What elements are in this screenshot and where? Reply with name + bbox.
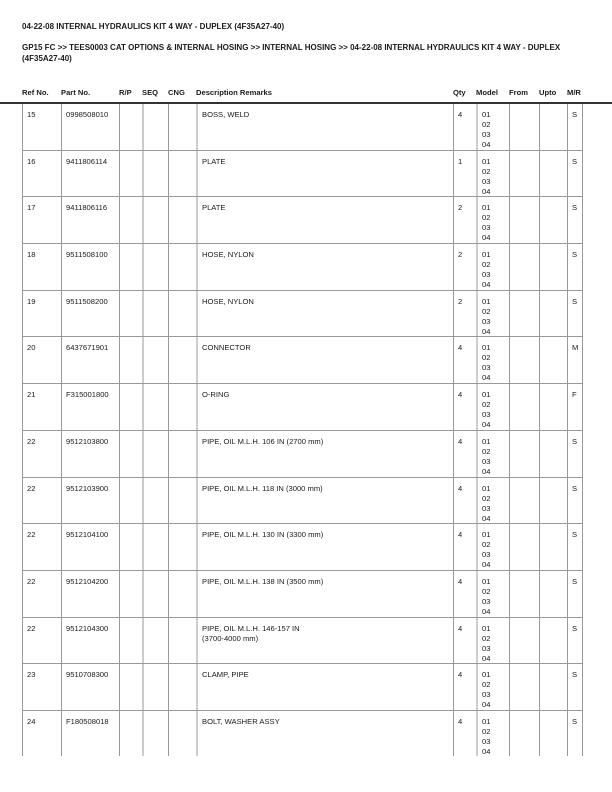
cell-model	[476, 384, 509, 430]
cell-seq	[142, 524, 168, 570]
cell-cng	[168, 291, 196, 337]
cell-model	[476, 571, 509, 617]
cell-part-no: 9512103900	[61, 478, 119, 524]
model-code: 02	[482, 540, 491, 550]
cell-cng	[168, 431, 196, 477]
cell-qty: 4	[453, 337, 476, 383]
cell-qty: 2	[453, 244, 476, 290]
cell-seq	[142, 244, 168, 290]
model-code: 03	[482, 316, 491, 326]
model-code: 01	[482, 670, 491, 680]
cell-cng	[168, 244, 196, 290]
cell-mr: S	[567, 711, 584, 756]
cell-seq	[142, 197, 168, 243]
cell-from	[509, 151, 539, 197]
model-code: 03	[482, 270, 491, 280]
cell-cng	[168, 478, 196, 524]
description-line-1: CONNECTOR	[202, 343, 251, 353]
cell-from	[509, 337, 539, 383]
cell-qty: 4	[453, 524, 476, 570]
cell-upto	[539, 524, 567, 570]
cell-cng	[168, 337, 196, 383]
header-cng: CNG	[168, 88, 185, 97]
model-code: 02	[482, 726, 491, 736]
cell-qty: 4	[453, 664, 476, 710]
cell-mr: S	[567, 104, 584, 150]
cell-from	[509, 571, 539, 617]
model-code: 04	[482, 513, 491, 523]
model-code: 03	[482, 130, 491, 139]
model-code: 03	[482, 176, 491, 186]
table-row	[22, 664, 583, 711]
table-row	[22, 151, 583, 198]
cell-description	[196, 197, 453, 243]
cell-rp	[119, 244, 142, 290]
table-row	[22, 711, 583, 756]
cell-part-no: 9411806116	[61, 197, 119, 243]
cell-model	[476, 197, 509, 243]
cell-upto	[539, 151, 567, 197]
cell-qty: 2	[453, 197, 476, 243]
header-from: From	[509, 88, 528, 97]
description-line-1: PIPE, OIL M.L.H. 106 IN (2700 mm)	[202, 436, 324, 446]
cell-cng	[168, 664, 196, 710]
cell-model	[476, 151, 509, 197]
cell-mr: S	[567, 197, 584, 243]
cell-mr: S	[567, 151, 584, 197]
cell-mr: F	[567, 384, 584, 430]
cell-seq	[142, 571, 168, 617]
cell-part-no: F315001800	[61, 384, 119, 430]
cell-from	[509, 431, 539, 477]
cell-model	[476, 664, 509, 710]
model-code: 01	[482, 483, 491, 493]
cell-ref-no: 23	[27, 670, 36, 680]
header-description: Description Remarks	[196, 88, 272, 97]
cell-from	[509, 104, 539, 150]
cell-ref-no: 22	[27, 530, 36, 540]
cell-mr: S	[567, 664, 584, 710]
cell-description	[196, 571, 453, 617]
table-row	[22, 384, 583, 431]
model-code: 01	[482, 343, 491, 353]
cell-cng	[168, 524, 196, 570]
cell-upto	[539, 711, 567, 756]
model-code: 04	[482, 233, 491, 243]
cell-upto	[539, 291, 567, 337]
model-code: 02	[482, 586, 491, 596]
cell-description	[196, 151, 453, 197]
cell-seq	[142, 151, 168, 197]
model-code: 04	[482, 746, 491, 756]
cell-upto	[539, 664, 567, 710]
table-row	[22, 104, 583, 151]
description-line-1: BOSS, WELD	[202, 110, 250, 119]
model-code: 04	[482, 373, 491, 383]
cell-model	[476, 431, 509, 477]
header-part-no: Part No.	[61, 88, 91, 97]
model-code: 02	[482, 353, 491, 363]
cell-model	[476, 618, 509, 664]
model-code: 04	[482, 606, 491, 616]
cell-seq	[142, 384, 168, 430]
cell-from	[509, 197, 539, 243]
header-model: Model	[476, 88, 498, 97]
header-mr: M/R	[567, 88, 581, 97]
cell-model	[476, 478, 509, 524]
model-code: 01	[482, 530, 491, 540]
cell-rp	[119, 571, 142, 617]
cell-seq	[142, 664, 168, 710]
header-ref-no: Ref No.	[22, 88, 49, 97]
cell-rp	[119, 618, 142, 664]
model-code: 04	[482, 140, 491, 149]
table-header	[0, 88, 612, 102]
model-code: 01	[482, 156, 491, 166]
cell-ref-no: 20	[27, 343, 36, 353]
cell-qty: 4	[453, 431, 476, 477]
table-row	[22, 431, 583, 478]
cell-rp	[119, 711, 142, 756]
model-code: 01	[482, 110, 491, 119]
model-code: 01	[482, 296, 491, 306]
model-code: 01	[482, 203, 491, 213]
cell-part-no: 9512104100	[61, 524, 119, 570]
cell-rp	[119, 197, 142, 243]
model-code: 01	[482, 716, 491, 726]
cell-part-no: F180508018	[61, 711, 119, 756]
description-line-1: BOLT, WASHER ASSY	[202, 716, 280, 726]
description-line-2: (3700-4000 mm)	[202, 633, 259, 643]
cell-description	[196, 244, 453, 290]
cell-rp	[119, 664, 142, 710]
cell-from	[509, 618, 539, 664]
model-code: 03	[482, 643, 491, 653]
cell-cng	[168, 104, 196, 150]
table-row	[22, 337, 583, 384]
header-seq: SEQ	[142, 88, 159, 97]
cell-qty: 4	[453, 478, 476, 524]
cell-description	[196, 384, 453, 430]
cell-model	[476, 337, 509, 383]
description-line-1: PLATE	[202, 203, 226, 213]
model-code: 04	[482, 280, 491, 290]
model-code: 03	[482, 456, 491, 466]
cell-ref-no: 18	[27, 250, 36, 260]
description-line-1: PIPE, OIL M.L.H. 118 IN (3000 mm)	[202, 483, 323, 493]
cell-from	[509, 244, 539, 290]
cell-mr: M	[567, 337, 584, 383]
page-title: 04-22-08 INTERNAL HYDRAULICS KIT 4 WAY - DUPLEX (4F35A27-40)	[22, 22, 285, 31]
cell-part-no: 9411806114	[61, 151, 119, 197]
header-upto: Upto	[539, 88, 557, 97]
cell-model	[476, 711, 509, 756]
model-code: 04	[482, 420, 491, 430]
cell-part-no: 9512104200	[61, 571, 119, 617]
model-code: 03	[482, 736, 491, 746]
cell-upto	[539, 244, 567, 290]
cell-seq	[142, 291, 168, 337]
table-row	[22, 618, 583, 665]
cell-ref-no: 19	[27, 296, 36, 306]
model-code: 02	[482, 493, 491, 503]
model-code: 01	[482, 390, 491, 400]
model-code: 03	[482, 223, 491, 233]
model-code: 03	[482, 363, 491, 373]
cell-ref-no: 22	[27, 436, 36, 446]
model-code: 02	[482, 213, 491, 223]
cell-from	[509, 524, 539, 570]
table-row	[22, 524, 583, 571]
model-code: 02	[482, 400, 491, 410]
description-line-1: PLATE	[202, 156, 226, 166]
cell-mr: S	[567, 244, 584, 290]
cell-mr: S	[567, 571, 584, 617]
cell-ref-no: 16	[27, 156, 36, 166]
header-rp: R/P	[119, 88, 132, 97]
cell-upto	[539, 478, 567, 524]
model-code: 02	[482, 260, 491, 270]
cell-rp	[119, 151, 142, 197]
cell-rp	[119, 337, 142, 383]
description-line-1: PIPE, OIL M.L.H. 130 IN (3300 mm)	[202, 530, 324, 540]
cell-part-no: 9512103800	[61, 431, 119, 477]
cell-mr: S	[567, 431, 584, 477]
cell-ref-no: 22	[27, 623, 36, 633]
cell-ref-no: 22	[27, 576, 36, 586]
cell-description	[196, 524, 453, 570]
model-code: 01	[482, 576, 491, 586]
cell-description	[196, 478, 453, 524]
cell-from	[509, 478, 539, 524]
cell-description	[196, 104, 453, 150]
model-code: 04	[482, 653, 491, 663]
cell-description	[196, 618, 453, 664]
cell-rp	[119, 104, 142, 150]
parts-table	[22, 104, 583, 756]
model-code: 04	[482, 326, 491, 336]
model-code: 02	[482, 446, 491, 456]
cell-ref-no: 21	[27, 390, 36, 400]
description-line-1: CLAMP, PIPE	[202, 670, 249, 680]
model-code: 03	[482, 690, 491, 700]
table-row	[22, 197, 583, 244]
model-code: 04	[482, 466, 491, 476]
cell-upto	[539, 571, 567, 617]
cell-model	[476, 291, 509, 337]
cell-description	[196, 431, 453, 477]
table-row	[22, 291, 583, 338]
cell-ref-no: 22	[27, 483, 36, 493]
model-code: 03	[482, 410, 491, 420]
cell-from	[509, 711, 539, 756]
model-code: 03	[482, 550, 491, 560]
cell-seq	[142, 431, 168, 477]
model-code: 04	[482, 560, 491, 570]
cell-mr: S	[567, 478, 584, 524]
cell-rp	[119, 524, 142, 570]
cell-upto	[539, 104, 567, 150]
cell-part-no: 9512104300	[61, 618, 119, 664]
cell-model	[476, 524, 509, 570]
model-code: 01	[482, 436, 491, 446]
table-row	[22, 244, 583, 291]
cell-qty: 4	[453, 384, 476, 430]
cell-ref-no: 17	[27, 203, 36, 213]
cell-upto	[539, 384, 567, 430]
model-code: 04	[482, 186, 491, 196]
model-code: 02	[482, 166, 491, 176]
cell-upto	[539, 197, 567, 243]
cell-cng	[168, 151, 196, 197]
cell-seq	[142, 337, 168, 383]
model-code: 02	[482, 680, 491, 690]
cell-rp	[119, 384, 142, 430]
model-code: 03	[482, 503, 491, 513]
model-code: 04	[482, 700, 491, 710]
cell-from	[509, 291, 539, 337]
table-row	[22, 571, 583, 618]
cell-seq	[142, 618, 168, 664]
cell-rp	[119, 291, 142, 337]
cell-model	[476, 244, 509, 290]
cell-qty: 4	[453, 618, 476, 664]
cell-from	[509, 384, 539, 430]
cell-part-no: 0998508010	[61, 104, 119, 150]
description-line-1: O-RING	[202, 390, 230, 400]
cell-upto	[539, 618, 567, 664]
description-line-1: HOSE, NYLON	[202, 296, 254, 306]
description-line-1: PIPE, OIL M.L.H. 138 IN (3500 mm)	[202, 576, 324, 586]
cell-seq	[142, 711, 168, 756]
breadcrumb: GP15 FC >> TEES0003 CAT OPTIONS & INTERNAL HOSING >> INTERNAL HOSING >> 04-22-08 INTERNAL HYDRAULICS KIT 4 WAY - DUPLEX (4F35A27-40)	[22, 43, 561, 63]
cell-rp	[119, 431, 142, 477]
description-line-1: PIPE, OIL M.L.H. 146-157 IN	[202, 623, 300, 633]
cell-mr: S	[567, 524, 584, 570]
cell-cng	[168, 571, 196, 617]
cell-part-no: 6437671901	[61, 337, 119, 383]
cell-mr: S	[567, 291, 584, 337]
model-code: 02	[482, 306, 491, 316]
cell-ref-no: 15	[27, 110, 36, 119]
cell-qty: 4	[453, 571, 476, 617]
model-code: 01	[482, 623, 491, 633]
cell-part-no: 9510708300	[61, 664, 119, 710]
cell-description	[196, 291, 453, 337]
model-code: 02	[482, 633, 491, 643]
cell-upto	[539, 337, 567, 383]
cell-cng	[168, 618, 196, 664]
description-line-1: HOSE, NYLON	[202, 250, 254, 260]
cell-upto	[539, 431, 567, 477]
cell-part-no: 9511508100	[61, 244, 119, 290]
cell-qty: 4	[453, 104, 476, 150]
cell-cng	[168, 711, 196, 756]
cell-rp	[119, 478, 142, 524]
cell-mr: S	[567, 618, 584, 664]
cell-seq	[142, 478, 168, 524]
cell-description	[196, 337, 453, 383]
model-code: 03	[482, 596, 491, 606]
cell-seq	[142, 104, 168, 150]
cell-description	[196, 711, 453, 756]
cell-from	[509, 664, 539, 710]
cell-description	[196, 664, 453, 710]
cell-ref-no: 24	[27, 716, 36, 726]
model-code: 02	[482, 120, 491, 129]
cell-qty: 1	[453, 151, 476, 197]
cell-model	[476, 104, 509, 150]
cell-cng	[168, 384, 196, 430]
model-code: 01	[482, 250, 491, 260]
cell-qty: 4	[453, 711, 476, 756]
cell-qty: 2	[453, 291, 476, 337]
table-row	[22, 478, 583, 525]
cell-cng	[168, 197, 196, 243]
cell-part-no: 9511508200	[61, 291, 119, 337]
header-qty: Qty	[453, 88, 466, 97]
